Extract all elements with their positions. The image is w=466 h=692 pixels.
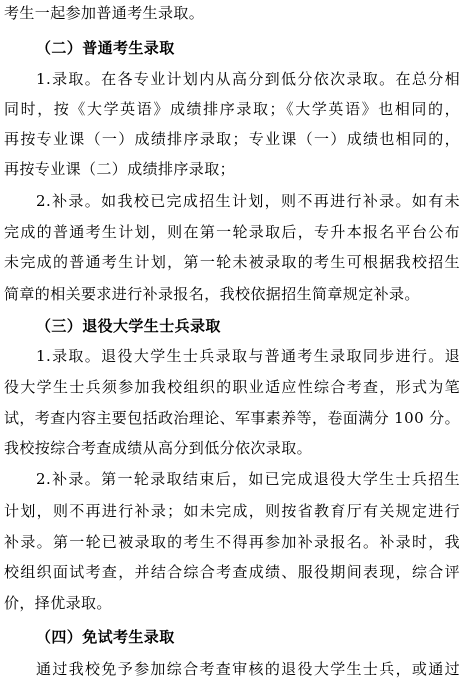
paragraph-line: 补录。第一轮已被录取的考生不得再参加补录报名。补录时，我 [4, 533, 460, 551]
paragraph-line: 1.录取。退役大学生士兵录取与普通考生录取同步进行。退 [36, 347, 460, 365]
paragraph-line: 役大学生士兵须参加我校组织的职业适应性综合考查，形式为笔 [4, 378, 460, 396]
paragraph-line: 计划，则不再进行补录；如未完成，则按省教育厅有关规定进行 [4, 502, 460, 520]
paragraph-line: 试，考查内容主要包括政治理论、军事素养等，卷面满分 100 分。 [4, 409, 460, 427]
section-heading: （四）免试考生录取 [36, 628, 175, 646]
section-heading: （二）普通考生录取 [36, 39, 175, 57]
paragraph-line: 同时，按《大学英语》成绩排序录取；《大学英语》也相同的， [4, 100, 460, 118]
paragraph-line: 价，择优录取。 [4, 594, 112, 612]
paragraph-line: 2.补录。如我校已完成招生计划，则不再进行补录。如有未 [36, 192, 460, 210]
paragraph-line: 再按专业课（二）成绩排序录取； [4, 160, 236, 178]
paragraph-line: 2.补录。第一轮录取结束后，如已完成退役大学生士兵招生 [36, 470, 460, 488]
paragraph-line: 再按专业课（一）成绩排序录取；专业课（一）成绩也相同的， [4, 130, 460, 148]
section-heading: （三）退役大学生士兵录取 [36, 317, 221, 335]
paragraph-line: 我校按综合考查成绩从高分到低分依次录取。 [4, 439, 313, 457]
paragraph-line: 1.录取。在各专业计划内从高分到低分依次录取。在总分相 [36, 70, 460, 88]
paragraph-line: 校组织面试考查，并结合综合考查成绩、服役期间表现，综合评 [4, 563, 460, 581]
paragraph-line: 考生一起参加普通考生录取。 [4, 4, 205, 22]
paragraph-line: 完成的普通考生计划，则在第一轮录取后，专升本报名平台公布 [4, 223, 460, 241]
paragraph-line: 简章的相关要求进行补录报名，我校依据招生简章规定补录。 [4, 285, 420, 303]
paragraph-line: 未完成的普通考生计划，第一轮未被录取的考生可根据我校招生 [4, 253, 460, 271]
paragraph-line: 通过我校免予参加综合考查审核的退役大学生士兵，或通过 [36, 660, 460, 678]
